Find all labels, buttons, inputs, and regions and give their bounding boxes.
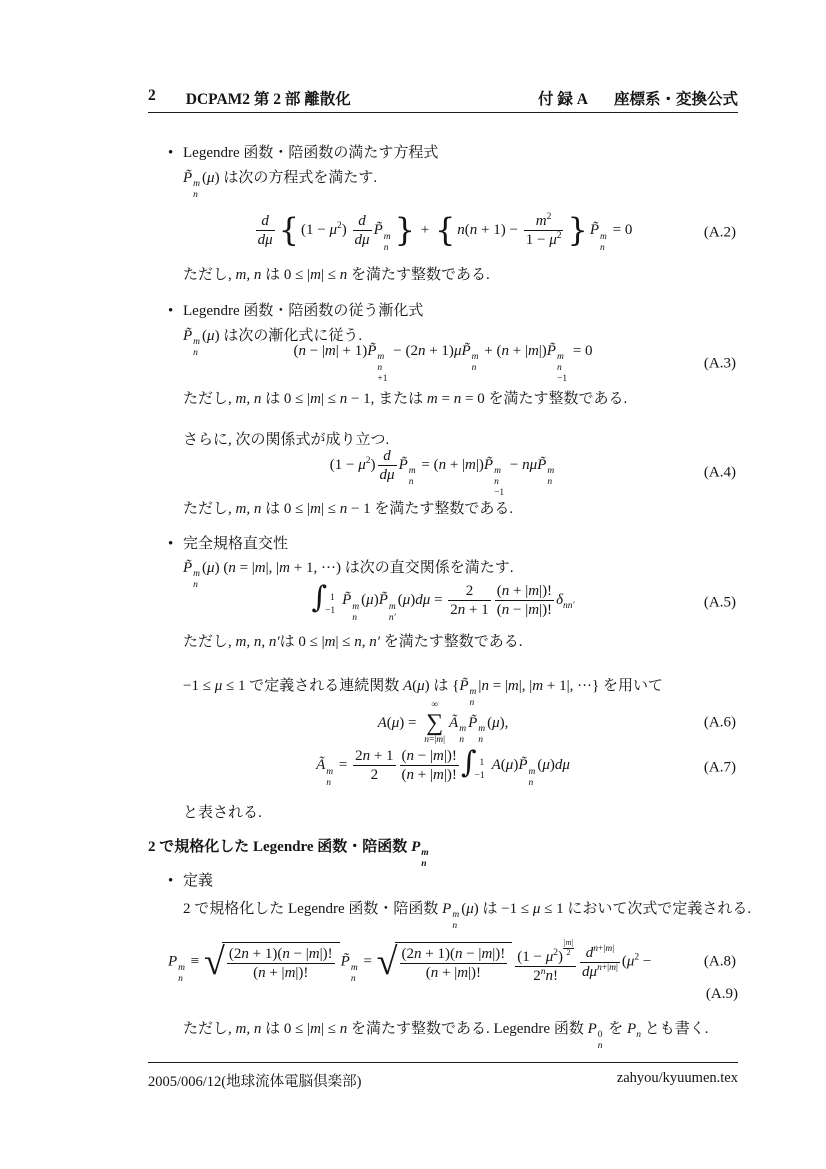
note-a3: ただし, m, n は 0 ≤ |m| ≤ n − 1, または m = n = 0 を満たす整数である. — [183, 391, 628, 407]
equation-a2-math: $\frac{d}{d\mu}$ { $(1 - \mu^2)$ $\frac{d}{d\mu}$ P̃ m n } + { n(n + 1) − $\frac{m^2}{1 - \mu^2}$ } P̃ m n = 0 — [257, 210, 633, 253]
para-series: −1 ≤ μ ≤ 1 で定義される連続関数 A(μ) は {P̃ m n |n = |m|, |m + 1|, ···} を用いて — [183, 678, 664, 709]
appendix-label: 付 録 A — [538, 91, 588, 108]
bullet1-title: • Legendre 函数・陪函数の満たす方程式 — [183, 143, 438, 163]
header-right — [538, 87, 738, 109]
header-chapter-title: DCPAM2 第 2 部 離散化 — [185, 91, 351, 108]
equation-a9-label: (A.9) — [705, 986, 738, 1002]
equation-a6-label: (A.6) — [703, 714, 736, 731]
note-a4: ただし, m, n は 0 ≤ |m| ≤ n − 1 を満たす整数である. — [183, 501, 514, 517]
header-rule — [148, 112, 738, 113]
footer-filename: zahyou/kyuumen.tex — [616, 1070, 738, 1086]
footer-rule — [148, 1062, 738, 1063]
equation-a4 — [148, 448, 738, 499]
para-expressed: と表される. — [183, 805, 262, 821]
equation-a3-math: (n − |m| + 1)P̃ m n +1 − (2n + 1)μP̃ m n + (n + |m|)P̃ m n −1 = 0 — [293, 342, 593, 385]
equation-a3-label: (A.3) — [703, 355, 736, 372]
bullet2-intro: P̃ m n (μ) は次の漸化式に従う. — [183, 328, 363, 359]
equation-a4-math: $(1 - \mu^2)$ $\frac{d}{d\mu}$ P̃ m n = (n + |m|)P̃ m n −1 − nμP̃ m n — [329, 448, 555, 499]
bullet4-title: • 定義 — [183, 871, 213, 891]
equation-a8-label: (A.8) — [703, 953, 736, 970]
para-further: さらに, 次の関係式が成り立つ. — [183, 432, 390, 448]
bullet3-intro: P̃ m n (μ) (n = |m|, |m + 1, ···) は次の直交関係を満たす. — [183, 560, 514, 591]
equation-a7-label: (A.7) — [703, 759, 736, 776]
bullet1-intro: P̃ m n (μ) は次の方程式を満たす. — [183, 170, 378, 201]
equation-a4-label: (A.4) — [703, 464, 736, 481]
equation-a8 — [148, 934, 738, 990]
equation-a5-label: (A.5) — [703, 594, 736, 611]
bullet2-title: • Legendre 函数・陪函数の従う漸化式 — [183, 301, 423, 321]
section-heading: 2 で規格化した Legendre 函数・陪函数 P m n — [148, 839, 429, 870]
equation-a2-label: (A.2) — [703, 224, 736, 241]
footer-date: 2005/006/12(地球流体電脳倶楽部) — [148, 1074, 362, 1090]
equation-a7-math: Ã m n = $\frac{2n + 1}{2}$ $\frac{(n - |m|)!}{(n + |m|)!}$ ∫ 1 −1 A(μ)P̃ m n (μ)dμ — [316, 744, 570, 788]
note-a5: ただし, m, n, n′は 0 ≤ |m| ≤ n, n′ を満たす整数である. — [183, 634, 523, 650]
equation-a6 — [148, 700, 738, 746]
note-a2: ただし, m, n は 0 ≤ |m| ≤ n を満たす整数である. — [183, 267, 490, 283]
bullet3-title: • 完全規格直交性 — [183, 534, 288, 554]
equation-a6-math: A(μ) = ∞ ∑ n=|m| Ã m n P̃ m n (μ), — [377, 699, 509, 745]
header-left — [148, 87, 351, 109]
note-a8: ただし, m, n は 0 ≤ |m| ≤ n を満たす整数である. Legendre 函数 P 0 n を $P_n$ とも書く. — [183, 1021, 709, 1052]
appendix-title: 座標系・変換公式 — [613, 91, 738, 108]
page-number: 2 — [148, 87, 156, 104]
equation-a5-math: ∫ 1 −1 P̃ m n (μ)P̃ m n′ (μ)dμ = $\frac{2}{2n + 1}$ $\frac{(n + |m|)!}{(n - |m|)!}$ $\delta_{nn'}$ — [311, 579, 575, 623]
equation-a7 — [148, 746, 738, 790]
page-header — [148, 87, 738, 109]
equation-a5 — [148, 581, 738, 625]
equation-a2 — [148, 206, 738, 260]
bullet4-intro: 2 で規格化した Legendre 函数・陪函数 P m n (μ) は −1 ≤ μ ≤ 1 において次式で定義される. — [183, 901, 752, 932]
page-footer — [148, 1070, 738, 1091]
equation-a8-math: P m n ≡ √ $\frac{(2n + 1)(n - |m|)!}{(n + |m|)!}$ P̃ m n = √ $\frac{(2n + 1)(n - |m|)!}{(n + |m|)!}$ $(1 - \mu^2)$ $\frac{|m|}{2}$ 2$^n$n! $d^{n+|m|}$ $d\mu^{n+|m|}$ ($\mu^2$ − — [168, 938, 652, 984]
